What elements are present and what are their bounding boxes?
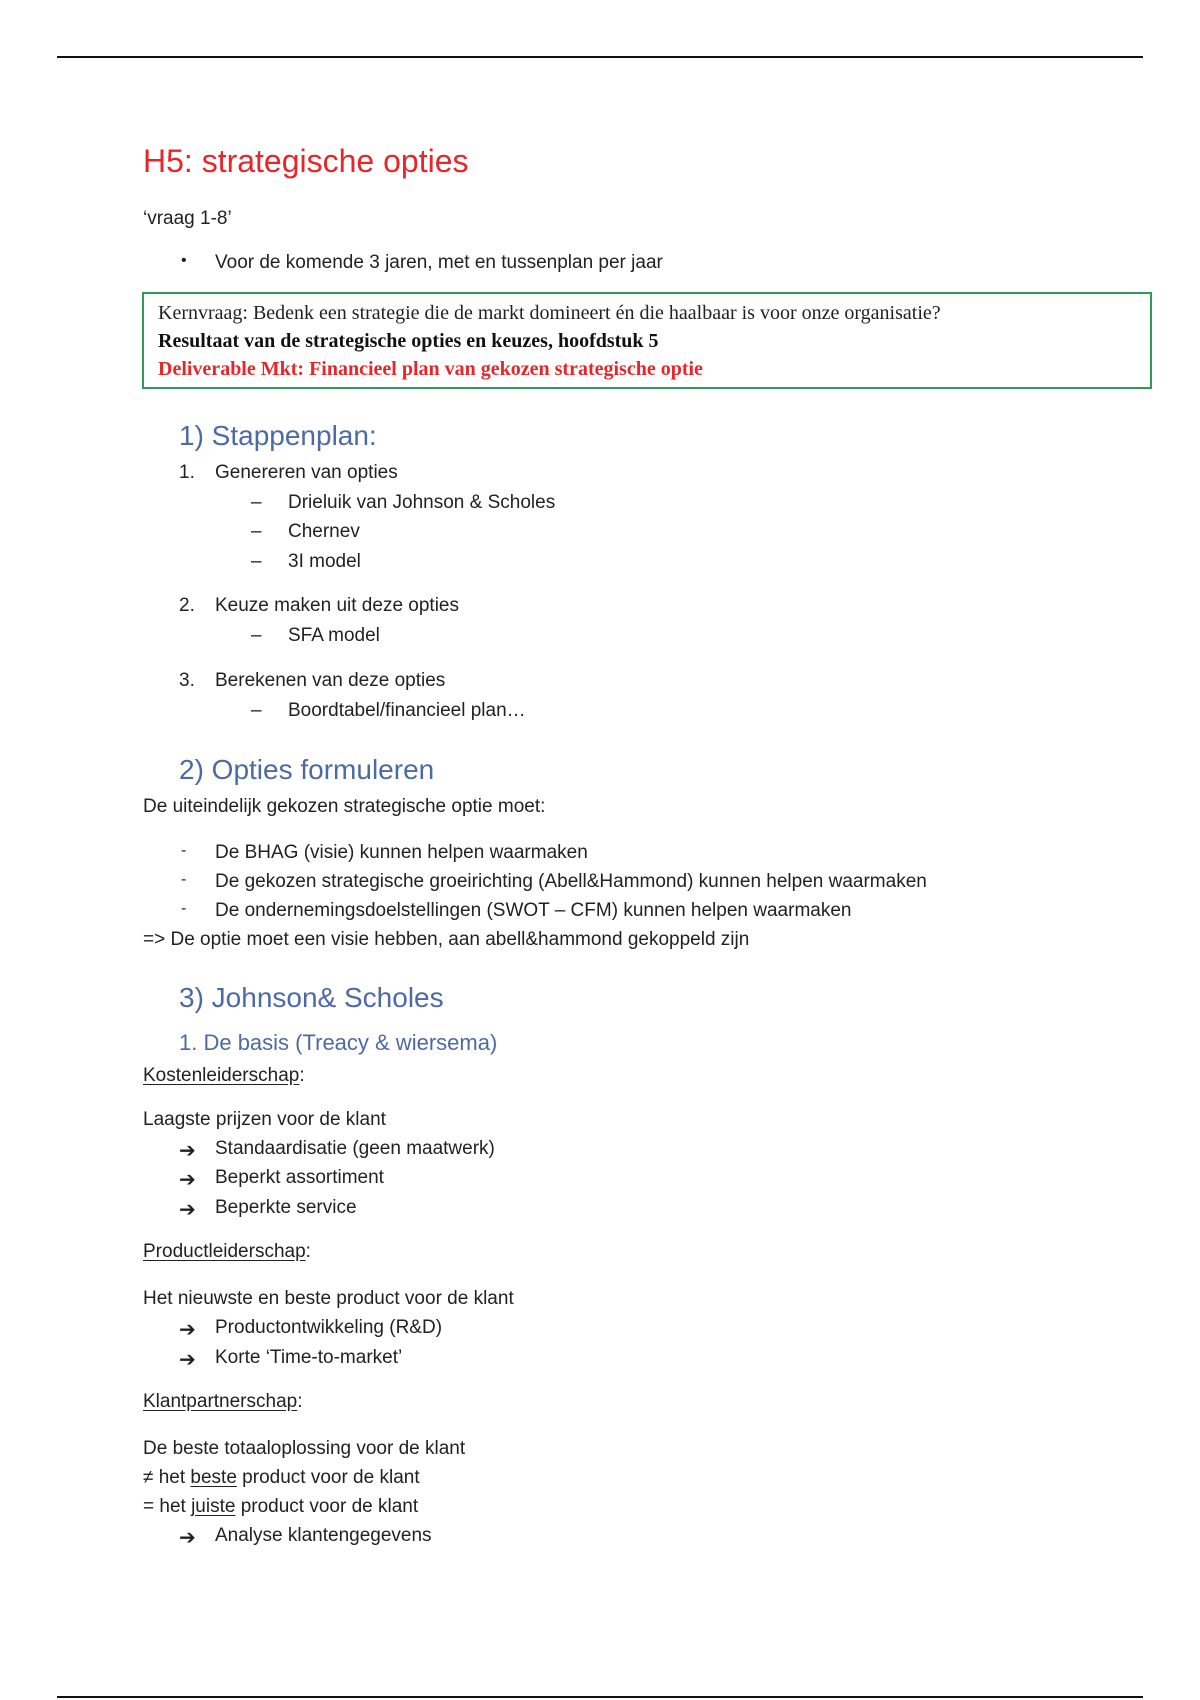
product-label: Productleiderschap <box>143 1241 306 1262</box>
step-label: Genereren van opties <box>215 462 398 483</box>
sub-item: Chernev <box>288 521 360 542</box>
kosten-intro: Laagste prijzen voor de klant <box>143 1109 386 1130</box>
underlined-word: beste <box>190 1467 237 1488</box>
arrow-right-icon: ➔ <box>179 1140 196 1162</box>
product-intro: Het nieuwste en beste product voor de klant <box>143 1288 514 1309</box>
key-question: Kernvraag: Bedenk een strategie die de markt domineert én die haalbaar is voor onze organisatie? <box>158 302 941 324</box>
requirement-text: De ondernemingsdoelstellingen (SWOT – CFM) kunnen helpen waarmaken <box>215 900 852 921</box>
top-rule <box>57 56 1143 58</box>
arrow-right-icon: ➔ <box>179 1349 196 1371</box>
label-colon: : <box>299 1065 305 1086</box>
step-number: 3. <box>179 670 195 691</box>
dash-icon: – <box>251 551 262 572</box>
arrow-text: Beperkt assortiment <box>215 1167 384 1188</box>
klant-label-line <box>143 1391 303 1413</box>
arrow-right-icon: ➔ <box>179 1199 196 1221</box>
dash-icon: – <box>251 700 262 721</box>
section-heading-johnson: 3) Johnson& Scholes <box>179 982 444 1013</box>
requirement-text: De gekozen strategische groeirichting (Abell&Hammond) kunnen helpen waarmaken <box>215 871 927 892</box>
page-title: H5: strategische opties <box>143 143 469 179</box>
requirement-text: De BHAG (visie) kunnen helpen waarmaken <box>215 842 588 863</box>
klant-label: Klantpartnerschap <box>143 1391 298 1412</box>
label-colon: : <box>297 1391 303 1412</box>
subheading-basis: 1. De basis (Treacy & wiersema) <box>179 1030 498 1055</box>
result-line: Resultaat van de strategische opties en keuzes, hoofdstuk 5 <box>158 330 659 352</box>
intro-bullet-text: Voor de komende 3 jaren, met en tussenplan per jaar <box>215 252 663 273</box>
arrow-text: Korte ‘Time-to-market’ <box>215 1347 403 1368</box>
sub-item: Boordtabel/financieel plan… <box>288 700 526 721</box>
text-suffix: product voor de klant <box>235 1496 419 1517</box>
sub-item: SFA model <box>288 625 380 646</box>
kosten-label: Kostenleiderschap <box>143 1065 300 1086</box>
klant-line-right <box>143 1496 418 1518</box>
conclusion: => De optie moet een visie hebben, aan abell&hammond gekoppeld zijn <box>143 929 750 950</box>
label-colon: : <box>305 1241 311 1262</box>
sub-item: Drieluik van Johnson & Scholes <box>288 492 556 513</box>
kosten-label-line <box>143 1065 305 1087</box>
deliverable-line: Deliverable Mkt: Financieel plan van gekozen strategische optie <box>158 358 703 380</box>
dash-icon: – <box>251 521 262 542</box>
hyphen-icon: - <box>181 871 187 888</box>
key-question-box <box>142 292 1152 389</box>
arrow-right-icon: ➔ <box>179 1527 196 1549</box>
arrow-right-icon: ➔ <box>179 1169 196 1191</box>
sub-item: 3I model <box>288 551 361 572</box>
step-label: Keuze maken uit deze opties <box>215 595 459 616</box>
klant-line-not-best <box>143 1467 420 1489</box>
arrow-text: Standaardisatie (geen maatwerk) <box>215 1138 495 1159</box>
step-number: 2. <box>179 595 195 616</box>
text-prefix: ≠ het <box>143 1467 191 1488</box>
text-suffix: product voor de klant <box>236 1467 420 1488</box>
arrow-text: Analyse klantengegevens <box>215 1525 432 1546</box>
bottom-rule <box>57 1696 1143 1698</box>
section-heading-stappenplan: 1) Stappenplan: <box>179 420 377 451</box>
product-label-line <box>143 1241 311 1263</box>
underlined-word: juiste <box>191 1496 236 1517</box>
hyphen-icon: - <box>181 842 187 859</box>
hyphen-icon: - <box>181 900 187 917</box>
dash-icon: – <box>251 492 262 513</box>
arrow-text: Beperkte service <box>215 1197 357 1218</box>
klant-intro: De beste totaaloplossing voor de klant <box>143 1438 466 1459</box>
step-label: Berekenen van deze opties <box>215 670 446 691</box>
text-prefix: = het <box>143 1496 192 1517</box>
step-number: 1. <box>179 462 195 483</box>
dash-icon: – <box>251 625 262 646</box>
section-intro: De uiteindelijk gekozen strategische optie moet: <box>143 796 546 817</box>
arrow-text: Productontwikkeling (R&D) <box>215 1317 443 1338</box>
arrow-right-icon: ➔ <box>179 1319 196 1341</box>
section-heading-opties: 2) Opties formuleren <box>179 754 435 785</box>
question-range: ‘vraag 1-8’ <box>143 208 232 229</box>
bullet-icon: • <box>181 252 187 269</box>
